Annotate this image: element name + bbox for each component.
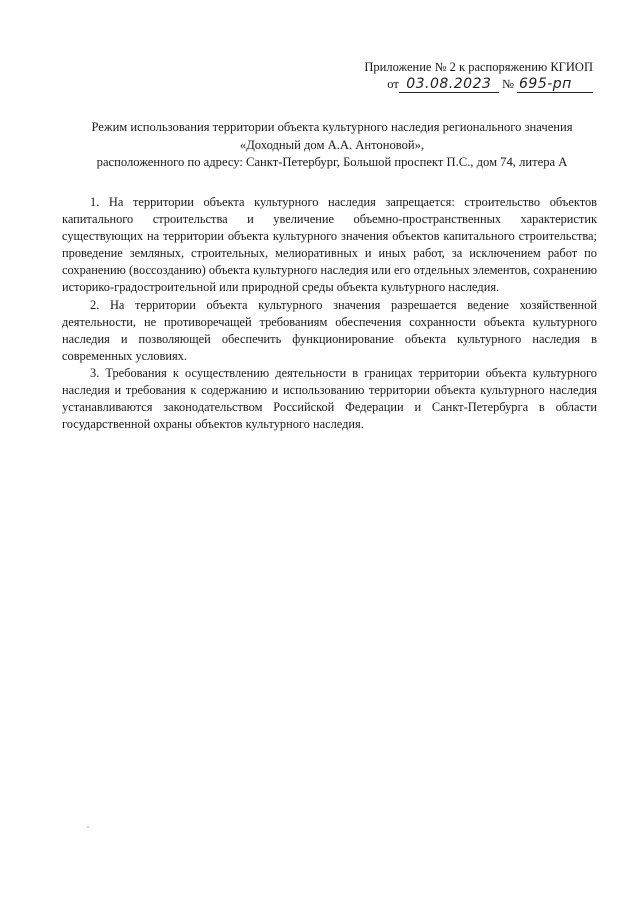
document-title xyxy=(62,119,602,172)
appendix-reference: Приложение № 2 к распоряжению КГИОП xyxy=(364,60,593,74)
paragraph-1: 1. На территории объекта культурного наследия запрещается: строительство объектов капитального строительства и увеличение объемно-пространственных характеристик существующих на территории объекта культурного значения объектов капитального строительства; проведение земляных, строительных, мелиоративных и иных работ, за исключением работ по сохранению (воссозданию) объекта культурного наследия или его отдельных элементов, сохранению историко-градостроительной или природной среды объекта культурного наследия. xyxy=(62,195,597,295)
title-line-1: Режим использования территории объекта культурного наследия регионального значения xyxy=(91,120,573,134)
document-body xyxy=(62,194,597,433)
scan-speck xyxy=(87,826,89,828)
order-date: 03.08.2023 xyxy=(399,77,499,93)
paragraph-3: 3. Требования к осуществлению деятельности в границах территории объекта культурного наследия и требования к содержанию и использованию территории объекта культурного наследия устанавливаются законодательством Российской Федерации и Санкт-Петербурга в области государственной охраны объектов культурного наследия. xyxy=(62,365,597,432)
order-number: 695-рп xyxy=(517,77,593,93)
paragraph-2: 2. На территории объекта культурного значения разрешается ведение хозяйственной деятельности, не противоречащей требованиям обеспечения сохранности объекта культурного наследия и позволяющей обеспечить функционирование объекта культурного наследия в современных условиях. xyxy=(62,297,597,363)
number-prefix: № xyxy=(501,77,514,91)
title-line-3: расположенного по адресу: Санкт-Петербург, Большой проспект П.С., дом 74, литера А xyxy=(96,155,568,169)
document-header xyxy=(333,59,593,96)
date-prefix: от xyxy=(387,77,399,91)
order-date-number-line xyxy=(333,76,593,96)
title-line-2: «Доходный дом А.А. Антоновой», xyxy=(239,137,425,152)
